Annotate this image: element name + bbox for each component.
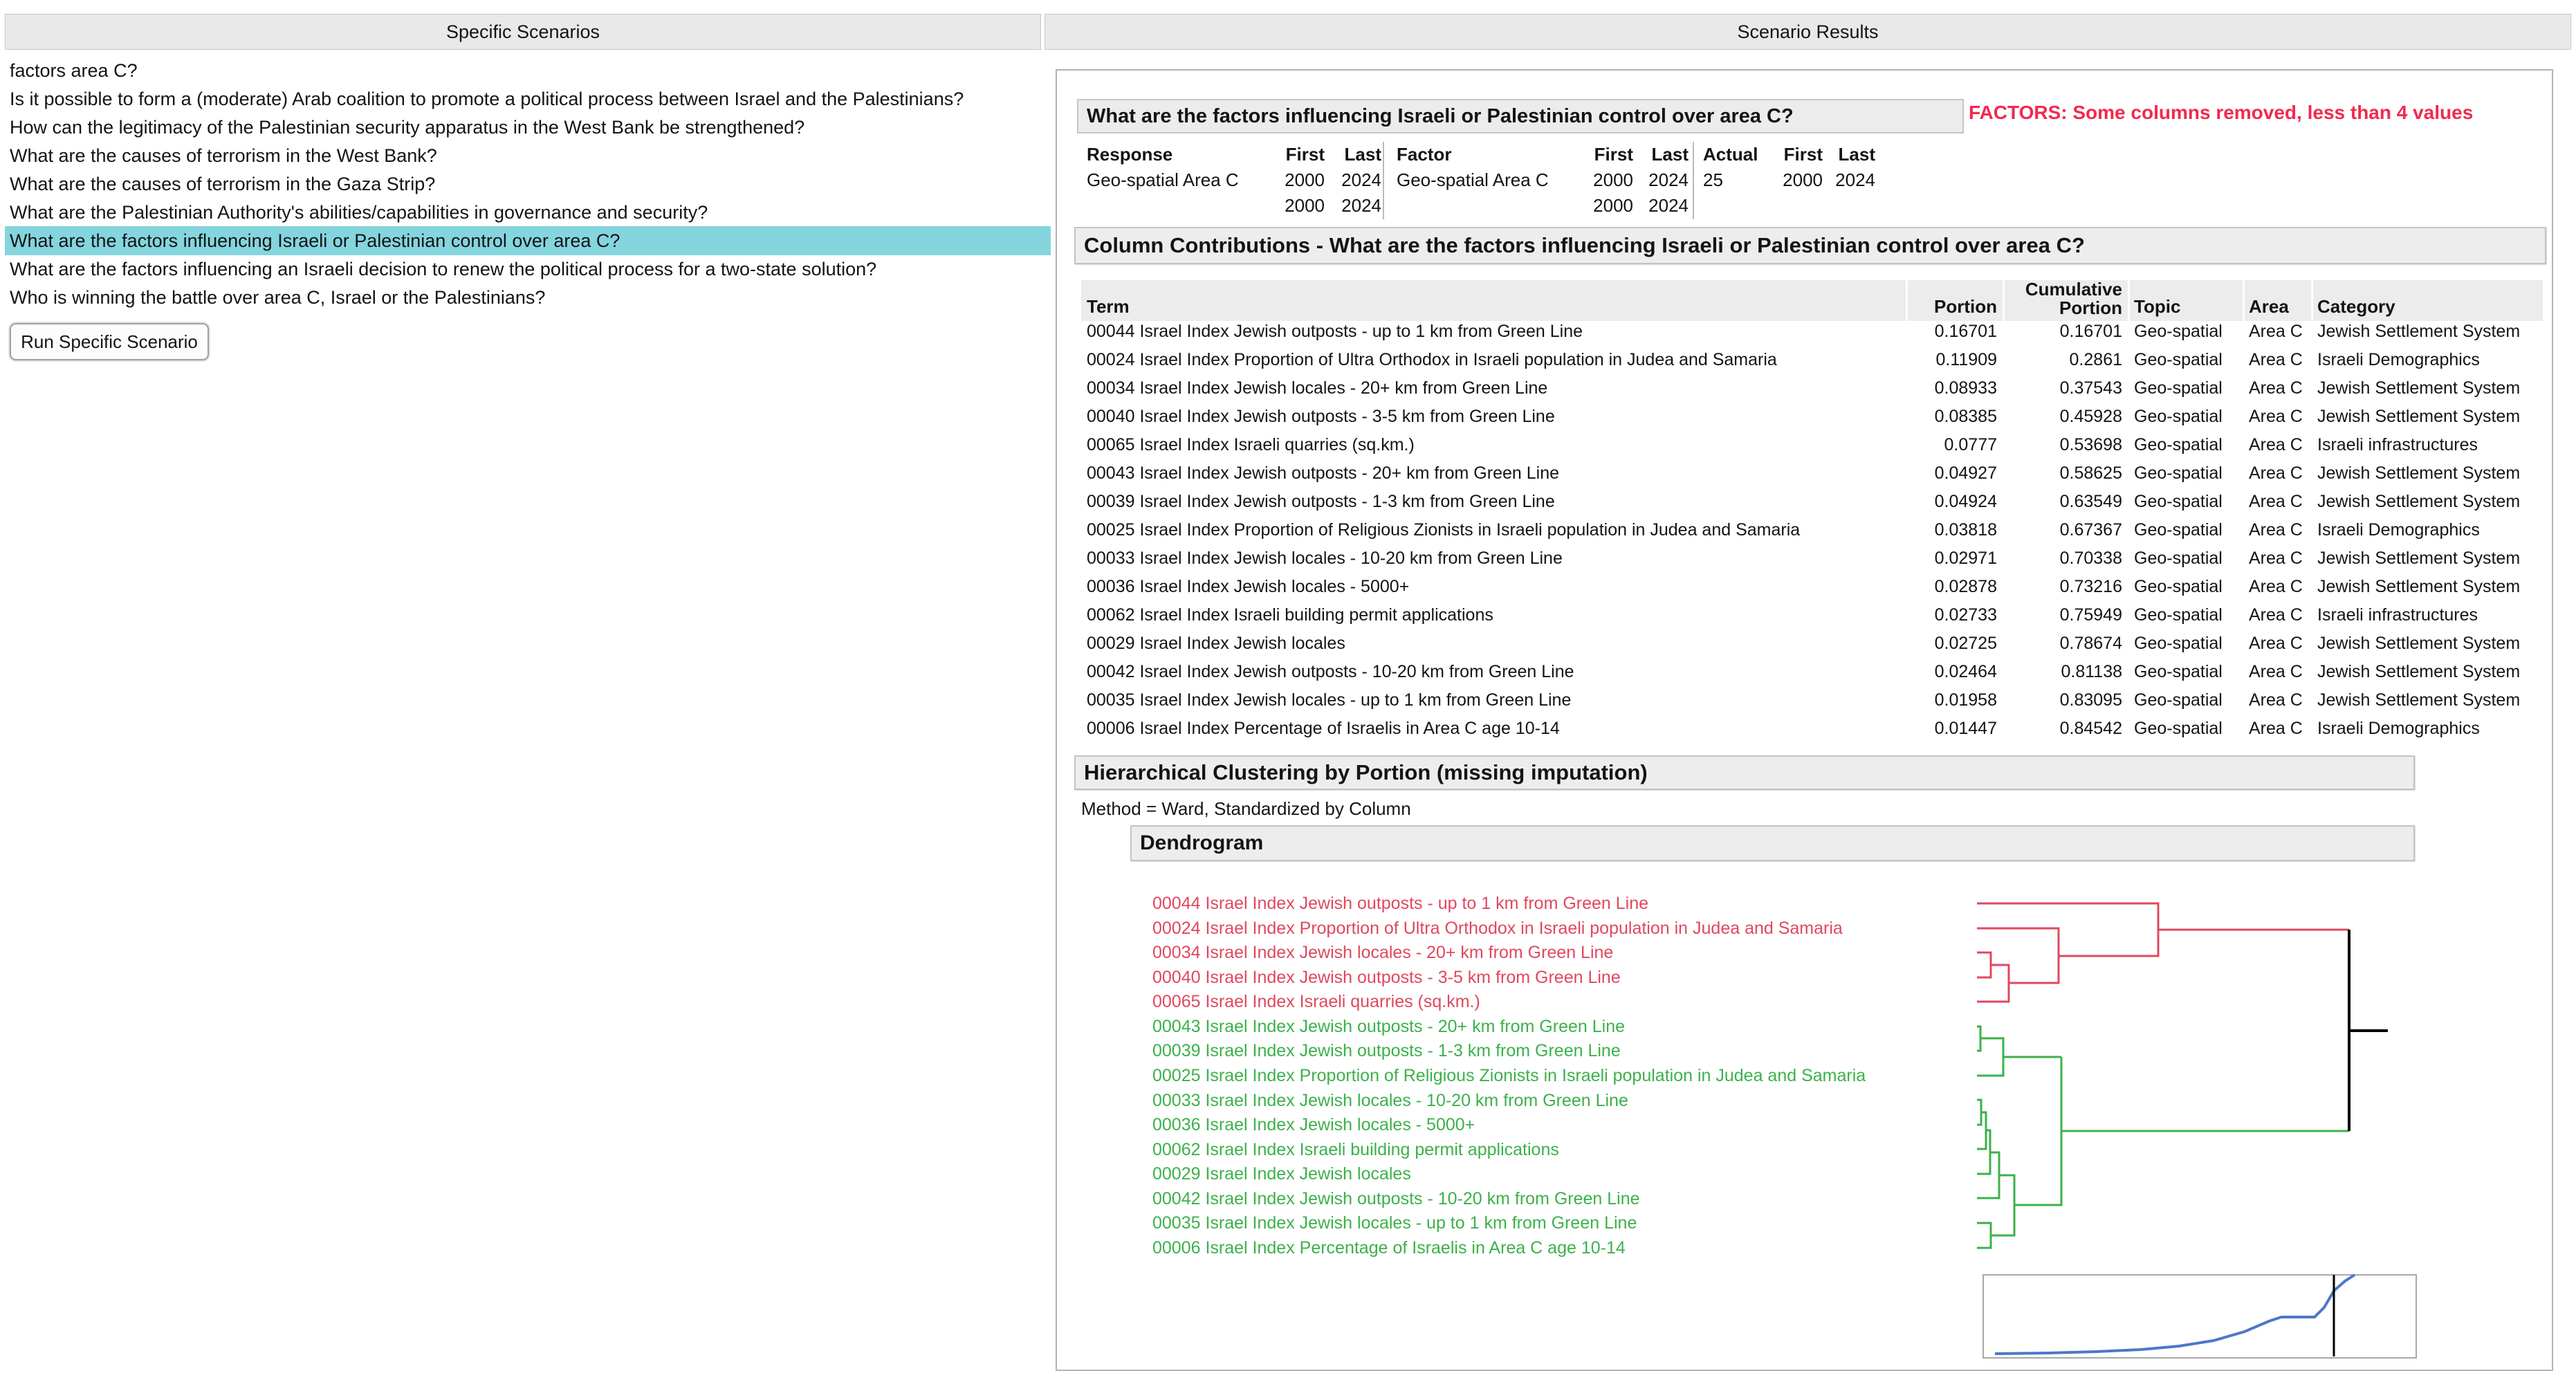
cell-area: Area C <box>2249 463 2303 483</box>
column-contributions-table <box>1081 280 2543 743</box>
cell-term: 00029 Israel Index Jewish locales <box>1087 634 1345 653</box>
dendrogram-leaf-label[interactable]: 00040 Israel Index Jewish outposts - 3-5 km from Green Line <box>1152 968 1621 987</box>
summary-actual-group <box>1703 142 1875 193</box>
column-header-term: Term <box>1081 280 1906 321</box>
dendrogram-leaf-label[interactable]: 00006 Israel Index Percentage of Israelis in Area C age 10-14 <box>1152 1238 1626 1258</box>
column-header-portion: Portion <box>1908 280 2003 321</box>
scenario-list-item[interactable]: What are the causes of terrorism in the Gaza Strip? <box>10 174 436 194</box>
cell-portion: 0.04927 <box>1934 463 1997 483</box>
dendrogram-leaf-label[interactable]: 00062 Israel Index Israeli building permit applications <box>1152 1140 1559 1159</box>
table-row[interactable] <box>1081 346 2543 374</box>
cell-term: 00040 Israel Index Jewish outposts - 3-5 km from Green Line <box>1087 407 1555 426</box>
column-header-cumulative-portion: Cumulative Portion <box>2005 280 2128 321</box>
summary-response-first-header: First <box>1285 144 1325 165</box>
cell-area: Area C <box>2249 435 2303 454</box>
table-row[interactable] <box>1081 488 2543 516</box>
scenario-list-item[interactable]: How can the legitimacy of the Palestinian security apparatus in the West Bank be strengthened? <box>10 117 805 138</box>
cell-category: Jewish Settlement System <box>2317 577 2521 596</box>
table-row[interactable] <box>1081 318 2543 346</box>
table-row[interactable] <box>1081 374 2543 403</box>
table-row[interactable] <box>1081 686 2543 715</box>
cell-term: 00043 Israel Index Jewish outposts - 20+ km from Green Line <box>1087 463 1559 483</box>
cell-cumulative-portion: 0.84542 <box>2059 719 2122 738</box>
cell-portion: 0.01447 <box>1934 719 1997 738</box>
cell-cumulative-portion: 0.67367 <box>2059 520 2122 540</box>
cell-portion: 0.01958 <box>1934 690 1997 710</box>
cell-cumulative-portion: 0.37543 <box>2059 378 2122 398</box>
cell-cumulative-portion: 0.78674 <box>2059 634 2122 653</box>
clustering-method-note: Method = Ward, Standardized by Column <box>1081 798 1411 819</box>
cell-area: Area C <box>2249 662 2303 681</box>
cell-term: 00039 Israel Index Jewish outposts - 1-3 km from Green Line <box>1087 492 1555 511</box>
cell-topic: Geo-spatial <box>2134 719 2223 738</box>
table-row[interactable] <box>1081 516 2543 544</box>
cell-area: Area C <box>2249 520 2303 540</box>
cell-cumulative-portion: 0.2861 <box>2069 350 2122 369</box>
dendrogram-leaf-label[interactable]: 00033 Israel Index Jewish locales - 10-20 km from Green Line <box>1152 1091 1628 1110</box>
scenario-list-item[interactable]: What are the causes of terrorism in the West Bank? <box>10 145 437 166</box>
summary-response-label: Response <box>1087 144 1173 165</box>
dendrogram-leaf-label[interactable]: 00044 Israel Index Jewish outposts - up to 1 km from Green Line <box>1152 894 1649 913</box>
scenario-list-item[interactable]: factors area C? <box>10 60 138 81</box>
dendrogram-leaf-label[interactable]: 00043 Israel Index Jewish outposts - 20+ km from Green Line <box>1152 1017 1625 1036</box>
summary-factor-last-value: 2024 <box>1648 169 1689 190</box>
cell-topic: Geo-spatial <box>2134 463 2223 483</box>
cell-topic: Geo-spatial <box>2134 662 2223 681</box>
cell-term: 00024 Israel Index Proportion of Ultra Orthodox in Israeli population in Judea and Samaria <box>1087 350 1777 369</box>
dendrogram-header[interactable]: Dendrogram <box>1130 825 2415 861</box>
cell-cumulative-portion: 0.83095 <box>2059 690 2122 710</box>
cell-cumulative-portion: 0.63549 <box>2059 492 2122 511</box>
cell-term: 00025 Israel Index Proportion of Religious Zionists in Israeli population in Judea and Samaria <box>1087 520 1801 540</box>
cell-category: Jewish Settlement System <box>2317 662 2521 681</box>
cell-area: Area C <box>2249 492 2303 511</box>
cell-topic: Geo-spatial <box>2134 690 2223 710</box>
cell-portion: 0.02971 <box>1934 549 1997 568</box>
table-row[interactable] <box>1081 658 2543 686</box>
summary-actual-value: 25 <box>1703 169 1723 190</box>
cell-term: 00033 Israel Index Jewish locales - 10-20 km from Green Line <box>1087 549 1563 568</box>
cell-portion: 0.02725 <box>1934 634 1997 653</box>
cell-cumulative-portion: 0.53698 <box>2059 435 2122 454</box>
run-specific-scenario-button[interactable]: Run Specific Scenario <box>10 323 209 360</box>
scree-plot-frame <box>1982 1274 2417 1359</box>
table-row[interactable] <box>1081 544 2543 573</box>
dendrogram-leaf-label[interactable]: 00024 Israel Index Proportion of Ultra Orthodox in Israeli population in Judea and Samaria <box>1152 919 1843 938</box>
cell-cumulative-portion: 0.70338 <box>2059 549 2122 568</box>
cell-category: Jewish Settlement System <box>2317 322 2521 341</box>
contributions-rows <box>1081 318 2543 743</box>
cell-portion: 0.16701 <box>1934 322 1997 341</box>
dendrogram-leaf-label[interactable]: 00034 Israel Index Jewish locales - 20+ km from Green Line <box>1152 943 1614 962</box>
summary-actual-first-header: First <box>1783 144 1823 165</box>
cell-term: 00006 Israel Index Percentage of Israelis in Area C age 10-14 <box>1087 719 1560 738</box>
cell-cumulative-portion: 0.58625 <box>2059 463 2122 483</box>
cell-category: Israeli Demographics <box>2317 520 2480 540</box>
cell-area: Area C <box>2249 719 2303 738</box>
cell-area: Area C <box>2249 407 2303 426</box>
cell-category: Jewish Settlement System <box>2317 549 2521 568</box>
cell-area: Area C <box>2249 634 2303 653</box>
table-row[interactable] <box>1081 715 2543 743</box>
right-pane-title: Scenario Results <box>1737 21 1879 42</box>
cell-portion: 0.08933 <box>1934 378 1997 398</box>
summary-factor-first-header: First <box>1594 144 1633 165</box>
cell-term: 00044 Israel Index Jewish outposts - up to 1 km from Green Line <box>1087 322 1583 341</box>
cell-category: Jewish Settlement System <box>2317 690 2521 710</box>
cell-topic: Geo-spatial <box>2134 492 2223 511</box>
scenario-list-item[interactable]: What are the factors influencing an Israeli decision to renew the political process for a two-state solution? <box>10 259 877 279</box>
question-outline-header[interactable]: What are the factors influencing Israeli or Palestinian control over area C? <box>1077 99 1964 134</box>
cell-portion: 0.0777 <box>1944 435 1997 454</box>
cell-category: Israeli infrastructures <box>2317 435 2478 454</box>
cell-category: Israeli Demographics <box>2317 719 2480 738</box>
dendrogram-leaf-label[interactable]: 00029 Israel Index Jewish locales <box>1152 1164 1411 1184</box>
right-pane-header <box>1045 14 2571 50</box>
summary-factor-label: Factor <box>1397 144 1452 165</box>
summary-response-group <box>1087 142 1381 219</box>
table-row[interactable] <box>1081 573 2543 601</box>
cell-portion: 0.04924 <box>1934 492 1997 511</box>
summary-response-last-value2: 2024 <box>1341 195 1381 216</box>
summary-factor-group <box>1397 142 1689 219</box>
cell-topic: Geo-spatial <box>2134 407 2223 426</box>
cell-topic: Geo-spatial <box>2134 435 2223 454</box>
summary-factor-last-header: Last <box>1651 144 1689 165</box>
cell-topic: Geo-spatial <box>2134 634 2223 653</box>
cell-term: 00065 Israel Index Israeli quarries (sq.km.) <box>1087 435 1415 454</box>
left-pane-header <box>5 14 1041 50</box>
factors-warning-text: FACTORS: Some columns removed, less than 4 values <box>1969 102 2474 123</box>
summary-factor-name: Geo-spatial Area C <box>1397 169 1549 190</box>
cell-term: 00036 Israel Index Jewish locales - 5000+ <box>1087 577 1410 596</box>
summary-response-first-value: 2000 <box>1285 169 1325 190</box>
summary-factor-first-value2: 2000 <box>1593 195 1633 216</box>
dendrogram-leaf-label[interactable]: 00065 Israel Index Israeli quarries (sq.km.) <box>1152 992 1480 1011</box>
hierarchical-clustering-header[interactable]: Hierarchical Clustering by Portion (missing imputation) <box>1074 755 2415 790</box>
scenario-list-item[interactable]: What are the Palestinian Authority's abilities/capabilities in governance and security? <box>10 202 708 223</box>
column-header-topic: Topic <box>2130 280 2243 321</box>
cell-area: Area C <box>2249 577 2303 596</box>
cell-portion: 0.03818 <box>1934 520 1997 540</box>
cell-topic: Geo-spatial <box>2134 520 2223 540</box>
table-row[interactable] <box>1081 601 2543 629</box>
cell-area: Area C <box>2249 378 2303 398</box>
summary-separator <box>1693 142 1694 219</box>
cell-category: Israeli Demographics <box>2317 350 2480 369</box>
cell-area: Area C <box>2249 322 2303 341</box>
summary-actual-last-header: Last <box>1838 144 1875 165</box>
column-contributions-header[interactable]: Column Contributions - What are the factors influencing Israeli or Palestinian control over area C? <box>1074 227 2546 264</box>
scenario-list-item[interactable]: Is it possible to form a (moderate) Arab coalition to promote a political process between Israel and the Palestinians? <box>10 89 964 109</box>
dendrogram-leaf-label[interactable]: 00036 Israel Index Jewish locales - 5000+ <box>1152 1115 1475 1134</box>
table-row[interactable] <box>1081 629 2543 658</box>
cell-category: Jewish Settlement System <box>2317 378 2521 398</box>
summary-factor-first-value: 2000 <box>1593 169 1633 190</box>
summary-actual-first-value: 2000 <box>1783 169 1823 190</box>
summary-actual-label: Actual <box>1703 144 1758 165</box>
cell-cumulative-portion: 0.73216 <box>2059 577 2122 596</box>
cell-term: 00035 Israel Index Jewish locales - up to 1 km from Green Line <box>1087 690 1572 710</box>
cell-portion: 0.08385 <box>1934 407 1997 426</box>
cell-area: Area C <box>2249 690 2303 710</box>
cell-topic: Geo-spatial <box>2134 549 2223 568</box>
dendrogram-leaf-label[interactable]: 00025 Israel Index Proportion of Religious Zionists in Israeli population in Judea and Samaria <box>1152 1066 1866 1085</box>
summary-factor-last-value2: 2024 <box>1648 195 1689 216</box>
column-header-area: Area <box>2245 280 2311 321</box>
column-header-category: Category <box>2313 280 2543 321</box>
cell-topic: Geo-spatial <box>2134 322 2223 341</box>
dendrogram-leaf-label[interactable]: 00039 Israel Index Jewish outposts - 1-3 km from Green Line <box>1152 1041 1621 1060</box>
cell-topic: Geo-spatial <box>2134 577 2223 596</box>
dendrogram-leaf-label[interactable]: 00035 Israel Index Jewish locales - up to 1 km from Green Line <box>1152 1213 1637 1233</box>
table-row[interactable] <box>1081 459 2543 488</box>
cell-category: Jewish Settlement System <box>2317 634 2521 653</box>
cell-topic: Geo-spatial <box>2134 605 2223 625</box>
cell-area: Area C <box>2249 549 2303 568</box>
cell-portion: 0.11909 <box>1935 350 1997 369</box>
table-row[interactable] <box>1081 431 2543 459</box>
cell-cumulative-portion: 0.16701 <box>2059 322 2122 341</box>
cell-topic: Geo-spatial <box>2134 378 2223 398</box>
cell-cumulative-portion: 0.45928 <box>2059 407 2122 426</box>
cell-term: 00042 Israel Index Jewish outposts - 10-20 km from Green Line <box>1087 662 1574 681</box>
cell-term: 00062 Israel Index Israeli building permit applications <box>1087 605 1493 625</box>
cell-category: Jewish Settlement System <box>2317 492 2521 511</box>
dendrogram-leaf-label[interactable]: 00042 Israel Index Jewish outposts - 10-20 km from Green Line <box>1152 1189 1640 1208</box>
cell-area: Area C <box>2249 605 2303 625</box>
cell-portion: 0.02464 <box>1934 662 1997 681</box>
cell-term: 00034 Israel Index Jewish locales - 20+ km from Green Line <box>1087 378 1548 398</box>
cell-category: Israeli infrastructures <box>2317 605 2478 625</box>
cell-area: Area C <box>2249 350 2303 369</box>
cell-portion: 0.02733 <box>1934 605 1997 625</box>
summary-response-last-value: 2024 <box>1341 169 1381 190</box>
summary-response-last-header: Last <box>1344 144 1381 165</box>
cell-cumulative-portion: 0.81138 <box>2061 662 2122 681</box>
summary-response-name: Geo-spatial Area C <box>1087 169 1239 190</box>
scenario-list-item[interactable]: Who is winning the battle over area C, Israel or the Palestinians? <box>10 287 546 308</box>
table-row[interactable] <box>1081 403 2543 431</box>
summary-response-first-value2: 2000 <box>1285 195 1325 216</box>
cell-category: Jewish Settlement System <box>2317 463 2521 483</box>
summary-actual-last-value: 2024 <box>1835 169 1875 190</box>
contributions-header-row <box>1081 280 2543 318</box>
scenario-list-item[interactable]: What are the factors influencing Israeli or Palestinian control over area C? <box>5 226 1051 255</box>
cell-category: Jewish Settlement System <box>2317 407 2521 426</box>
cell-portion: 0.02878 <box>1934 577 1997 596</box>
summary-separator <box>1383 142 1384 219</box>
cell-cumulative-portion: 0.75949 <box>2059 605 2122 625</box>
cell-topic: Geo-spatial <box>2134 350 2223 369</box>
left-pane-title: Specific Scenarios <box>445 21 600 42</box>
